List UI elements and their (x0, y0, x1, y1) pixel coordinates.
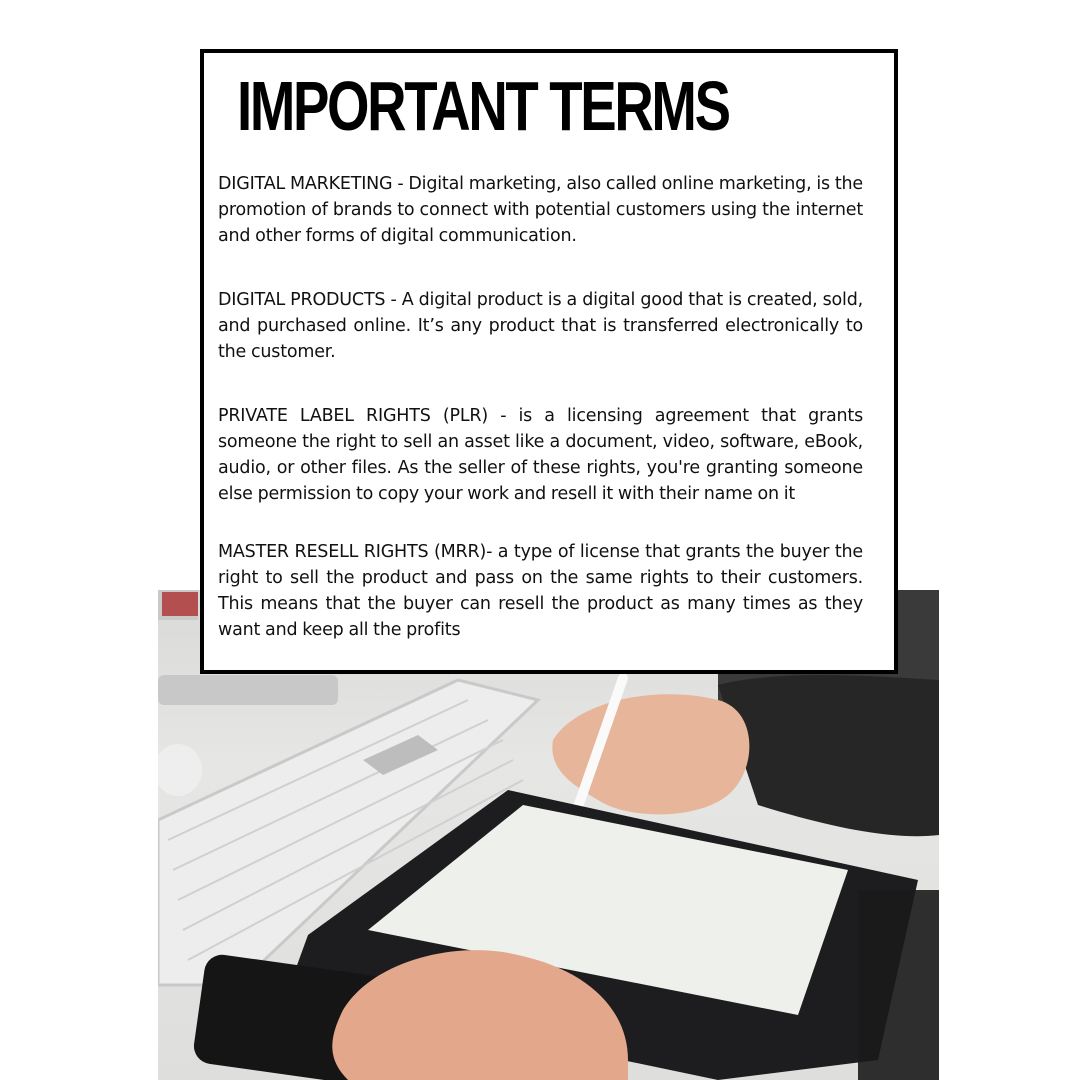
term-private-label-rights: PRIVATE LABEL RIGHTS (PLR) - is a licensing agreement that grants someone the right to sell an asset like a document, video, software, eBook, audio, or other files. As the seller of these rights, you're granting someone else permission to copy your work and resell it with their name on it (218, 406, 863, 504)
term-master-resell-rights: MASTER RESELL RIGHTS (MRR)- a type of license that grants the buyer the right to sell the product and pass on the same rights to their customers. This means that the buyer can resell the product as many times as they want and keep all the profits (218, 542, 863, 640)
sweater-sleeve (718, 675, 939, 836)
red-object (162, 592, 198, 616)
dark-corner (858, 890, 939, 1080)
mouse (158, 744, 202, 796)
page-title: IMPORTANT TERMS (237, 67, 729, 145)
terms-card (200, 49, 898, 674)
term-digital-products: DIGITAL PRODUCTS - A digital product is a digital good that is created, sold, and purchased online. It’s any product that is transferred electronically to the customer. (218, 290, 863, 362)
term-digital-marketing: DIGITAL MARKETING - Digital marketing, also called online marketing, is the promotion of brands to connect with potential customers using the internet and other forms of digital communication. (218, 174, 863, 246)
monitor-base (158, 675, 338, 705)
